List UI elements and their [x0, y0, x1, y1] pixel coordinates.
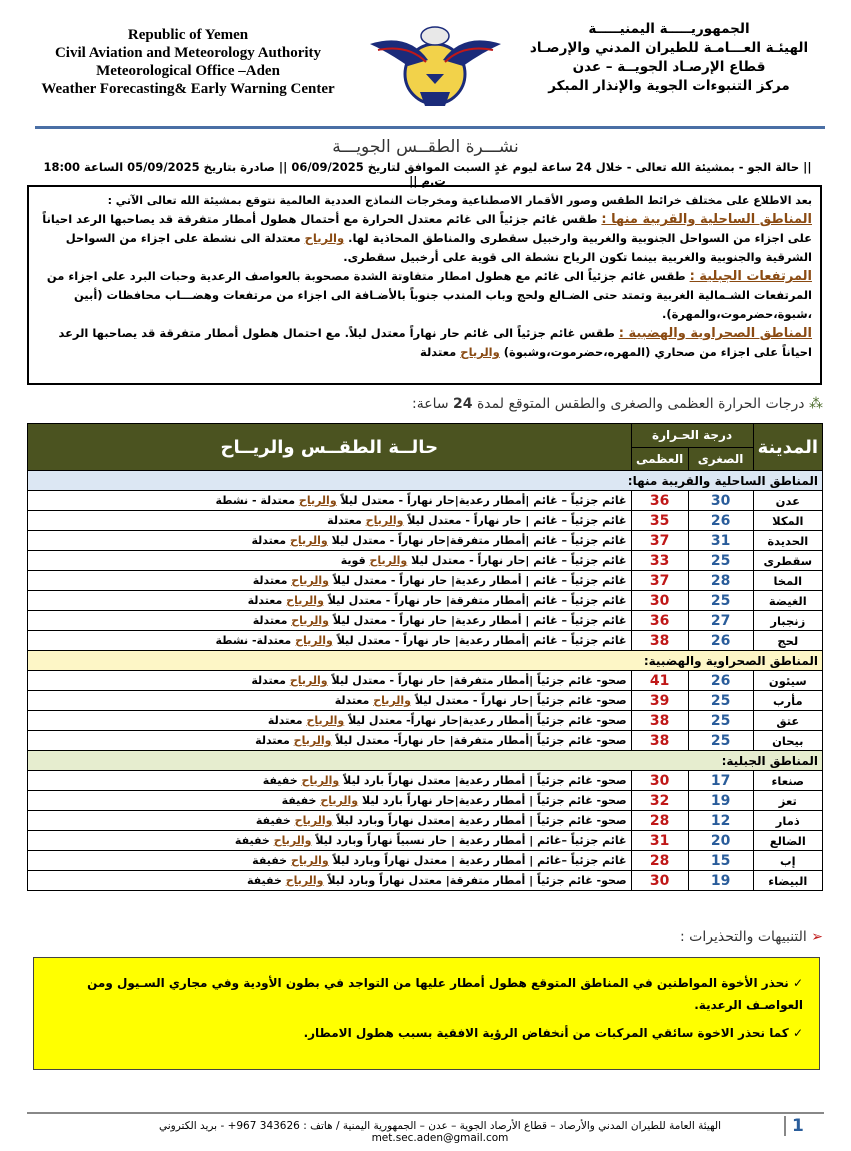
- conditions-cell: [28, 631, 632, 651]
- wind-strength: معتدلة: [267, 714, 303, 727]
- city-name: ذمار: [753, 811, 822, 831]
- wind-strength: خفيفة: [262, 774, 298, 787]
- max-temp: 36: [631, 491, 688, 511]
- wind-word: والرياح: [460, 345, 500, 359]
- conditions-cell: [28, 851, 632, 871]
- mountain-forecast: [37, 267, 812, 324]
- coastal-heading: المناطق الساحلية والقريبة منها :: [601, 212, 812, 227]
- conditions-cell: [28, 511, 632, 531]
- min-temp: 26: [688, 511, 753, 531]
- warning-text: نحذر الأخوة المواطنين في المناطق المتوقع هطول أمطار عليها من التواجد في بطون الأودية وفي مجاري السـيول ومن العواصـف الرعدية.: [87, 976, 803, 1012]
- header-en-line: Meteorological Office –Aden: [96, 63, 280, 79]
- wind-strength: معتدلة: [251, 674, 286, 687]
- warnings-box: [33, 957, 820, 1070]
- min-temp: 31: [688, 531, 753, 551]
- min-temp: 25: [688, 711, 753, 731]
- min-temp-header: الصغرى: [688, 447, 753, 471]
- conditions-cell: [28, 491, 632, 511]
- table-row: [28, 491, 823, 511]
- max-temp: 37: [631, 571, 688, 591]
- city-name: الغيضة: [753, 591, 822, 611]
- conditions-cell: [28, 671, 632, 691]
- min-temp: 25: [688, 691, 753, 711]
- min-temp: 20: [688, 831, 753, 851]
- city-header: المدينة: [753, 424, 822, 471]
- arrow-icon: ➢: [811, 929, 823, 945]
- weather-table-body: [28, 471, 823, 891]
- min-temp: 12: [688, 811, 753, 831]
- wind-word: والرياح: [301, 774, 340, 787]
- coastal-text: طقس غائم جزئياً الى غائم معتدل الحرارة مع أحتمال هطول أمطار متفرقة قد يصاحبها الرعد احياناً على اجزاء من السواحل الجنوبية والغربية وارخبيل سقطرى والمناطق المحاذية لها.: [42, 212, 812, 245]
- table-row: [28, 531, 823, 551]
- wind-strength: معتدلة: [252, 614, 288, 627]
- header-ar-line: مركز التنبوءات الجوية والإنذار المبكر: [548, 78, 790, 94]
- city-name: صنعاء: [753, 771, 822, 791]
- footer-divider: [27, 1112, 824, 1114]
- region-row: [28, 471, 823, 491]
- conditions-cell: [28, 591, 632, 611]
- wind-word: والرياح: [291, 614, 330, 627]
- wind-strength: معتدلة- نشطة: [215, 634, 292, 647]
- wind-word: والرياح: [291, 574, 330, 587]
- wind-strength: معتدلة - نشطة: [215, 494, 296, 507]
- max-temp: 37: [631, 531, 688, 551]
- min-temp: 25: [688, 591, 753, 611]
- conditions-text: غائم جزئياً – غائم |أمطار رعدية|حار نهاراً - معتدل ليلاً: [340, 494, 627, 507]
- warnings-heading-text: التنبيهات والتحذيرات :: [680, 929, 807, 945]
- max-temp: 30: [631, 771, 688, 791]
- table-row: [28, 691, 823, 711]
- header-en-line: Civil Aviation and Meteorology Authority: [54, 45, 322, 61]
- section2-unit: ساعة:: [412, 396, 449, 412]
- city-name: البيضاء: [753, 871, 822, 891]
- region-name: المناطق الساحلية والقريبة منها:: [28, 471, 823, 491]
- coastal-forecast: [37, 210, 812, 267]
- city-name: مأرب: [753, 691, 822, 711]
- table-row: [28, 571, 823, 591]
- conditions-cell: [28, 611, 632, 631]
- wind-word: والرياح: [273, 834, 312, 847]
- wind-word: والرياح: [290, 854, 329, 867]
- warning-text: كما نحذر الاخوة سائقي المركبات من أنخفاض الرؤية الافقية بسبب هطول الامطار.: [303, 1026, 789, 1040]
- temperature-header: درجة الحـرارة: [631, 424, 753, 448]
- min-temp: 26: [688, 631, 753, 651]
- max-temp: 31: [631, 831, 688, 851]
- conditions-text: صحو- غائم جزئياً | أمطار رعدية| معتدل نهاراً بارد ليلاً: [343, 774, 627, 787]
- max-temp: 39: [631, 691, 688, 711]
- city-name: سقطرى: [753, 551, 822, 571]
- bulletin-subtitle: || حالة الجو - بمشيئة الله تعالى - خلال 24 ساعة ليوم غدٍ السبت الموافق لتاريخ 06/09/2025 || صادرة بتاريخ 05/09/2025 الساعة 18:00 ت.م ||: [43, 160, 812, 188]
- wind-word: والرياح: [289, 674, 328, 687]
- table-row: [28, 671, 823, 691]
- table-row: [28, 511, 823, 531]
- conditions-cell: [28, 731, 632, 751]
- conditions-text: صحو- غائم جزئياً | أمطار متفرقة| معتدل نهاراً وبارد ليلاً: [327, 874, 627, 887]
- min-temp: 28: [688, 571, 753, 591]
- conditions-cell: [28, 771, 632, 791]
- conditions-text: صحو- غائم جزئياً |أمطار متفرقة| حار نهاراً- معتدل ليلاً: [335, 734, 627, 747]
- table-row: [28, 731, 823, 751]
- max-temp: 38: [631, 711, 688, 731]
- footer-contact: الهيئة العامة للطيران المدني والأرصاد – قطاع الأرصاد الجوية – عدن – الجمهورية اليمنية / هاتف : 343626 967+ - بريد الكتروني met.sec.aden@gmail.com: [159, 1120, 721, 1144]
- table-row: [28, 631, 823, 651]
- conditions-header: حالــة الطقــس والريــاح: [28, 424, 632, 471]
- min-temp: 26: [688, 671, 753, 691]
- min-temp: 19: [688, 871, 753, 891]
- temperature-section-heading: [412, 396, 823, 412]
- max-temp: 30: [631, 591, 688, 611]
- warnings-heading: [680, 929, 823, 945]
- max-temp: 30: [631, 871, 688, 891]
- conditions-text: غائم جزئياً – غائم | حار نهاراً - معتدل ليلاً: [407, 514, 627, 527]
- section2-hours: 24: [453, 396, 473, 412]
- max-temp: 38: [631, 631, 688, 651]
- wind-strength: قوية: [340, 554, 366, 567]
- conditions-cell: [28, 831, 632, 851]
- conditions-text: غائم جزئياً –غائم | أمطار رعدية | معتدل نهاراً وبارد ليلاً: [332, 854, 627, 867]
- table-row: [28, 591, 823, 611]
- conditions-cell: [28, 711, 632, 731]
- desert-heading: المناطق الصحراوية والهضبية :: [618, 326, 812, 341]
- wind-word: والرياح: [285, 874, 324, 887]
- city-name: إب: [753, 851, 822, 871]
- desert-forecast: [37, 324, 812, 362]
- header-ar-line: الجمهوريـــــة اليمنيـــــة: [588, 21, 750, 37]
- wind-strength: معتدلة: [252, 574, 288, 587]
- city-name: سيئون: [753, 671, 822, 691]
- conditions-text: غائم جزئياً – غائم |أمطار متفرقة| حار نهاراً - معتدل ليلاً: [327, 594, 627, 607]
- region-name: المناطق الجبلية:: [28, 751, 823, 771]
- wind-word: والرياح: [320, 794, 359, 807]
- city-name: عدن: [753, 491, 822, 511]
- table-row: [28, 551, 823, 571]
- max-temp-header: العظمى: [631, 447, 688, 471]
- max-temp: 38: [631, 731, 688, 751]
- max-temp: 33: [631, 551, 688, 571]
- header-divider: [35, 126, 825, 129]
- wind-word: والرياح: [365, 514, 404, 527]
- wind-word: والرياح: [289, 534, 328, 547]
- sparkle-icon: ⁂: [809, 396, 823, 412]
- max-temp: 32: [631, 791, 688, 811]
- min-temp: 19: [688, 791, 753, 811]
- wind-word: والرياح: [369, 554, 408, 567]
- wind-strength: معتدلة: [255, 734, 290, 747]
- conditions-cell: [28, 551, 632, 571]
- min-temp: 27: [688, 611, 753, 631]
- conditions-text: غائم جزئياً –غائم | أمطار رعدية | حار نسبياً نهاراً وبارد ليلاً: [315, 834, 627, 847]
- city-name: لحج: [753, 631, 822, 651]
- mountain-text: طقس غائم جزئياً الى غائم مع هطول امطار متفاوتة الشدة مصحوبة بالعواصف الرعدية وحبات البرد على اجزاء من المرتفعات الشـمالية الغربية وتمتد حتى الضـالع ولحج وباب المندب جنوباً بالأضـافة الى اجزاء من مرتفعات وهضـــاب محافظات (أبين ،شبوة،حضرموت،والمهرة).: [46, 269, 812, 321]
- header-ar-line: الهيئـة العـــامـة للطيران المدني والإرصـاد: [529, 40, 809, 56]
- check-icon: ✓: [792, 976, 803, 990]
- desert-text-2: معتدلة: [420, 345, 457, 359]
- conditions-cell: [28, 691, 632, 711]
- wind-word: والرياح: [304, 231, 345, 245]
- header-ar-line: قطاع الإرصـاد الجويــة – عدن: [572, 59, 766, 75]
- header-en-line: Republic of Yemen: [127, 27, 249, 43]
- city-name: المكلا: [753, 511, 822, 531]
- city-name: الضالع: [753, 831, 822, 851]
- conditions-cell: [28, 811, 632, 831]
- city-name: بيحان: [753, 731, 822, 751]
- section2-text: درجات الحرارة العظمى والصغرى والطقس المتوقع لمدة: [476, 396, 805, 412]
- conditions-text: غائم جزئياً – غائم |أمطار رعدية| حار نهاراً - معتدل ليلاً: [336, 634, 627, 647]
- table-row: [28, 831, 823, 851]
- wind-strength: معتدلة: [247, 594, 283, 607]
- conditions-text: صحو- غائم جزئياً |أمطار رعدية|حار نهاراً- معتدل ليلاً: [348, 714, 627, 727]
- region-row: [28, 651, 823, 671]
- min-temp: 15: [688, 851, 753, 871]
- conditions-text: غائم جزئياً – غائم |حار نهاراً - معتدل ليلا: [411, 554, 627, 567]
- conditions-cell: [28, 791, 632, 811]
- authority-logo: [368, 22, 503, 117]
- warning-item: [50, 1022, 803, 1044]
- min-temp: 17: [688, 771, 753, 791]
- wind-word: والرياح: [295, 634, 333, 647]
- city-name: زنجبار: [753, 611, 822, 631]
- table-row: [28, 811, 823, 831]
- city-name: المخا: [753, 571, 822, 591]
- wind-strength: معتدلة: [251, 534, 287, 547]
- wind-strength: خفيفة: [281, 794, 317, 807]
- conditions-text: غائم جزئياً – غائم | أمطار رعدية| حار نهاراً - معتدل ليلاً: [332, 574, 627, 587]
- conditions-cell: [28, 531, 632, 551]
- city-name: الحديدة: [753, 531, 822, 551]
- wind-word: والرياح: [298, 494, 337, 507]
- wind-word: والرياح: [294, 814, 333, 827]
- table-row: [28, 611, 823, 631]
- city-name: تعز: [753, 791, 822, 811]
- conditions-text: غائم جزئياً – غائم | أمطار رعدية| حار نهاراً - معتدل ليلاً: [332, 614, 627, 627]
- wind-word: والرياح: [373, 694, 411, 707]
- region-row: [28, 751, 823, 771]
- region-name: المناطق الصحراوية والهضبية:: [28, 651, 823, 671]
- max-temp: 28: [631, 851, 688, 871]
- wind-word: والرياح: [286, 594, 324, 607]
- table-row: [28, 711, 823, 731]
- desert-text: طقس غائم جزئياً الى غائم حار نهاراً معتدل ليلاً. مع احتمال هطول أمطار متفرقة قد يصاحبها الرعد احياناً على اجزاء من صحاري (المهره،حضرموت،وشبوة): [58, 326, 812, 359]
- table-row: [28, 871, 823, 891]
- conditions-text: صحو- غائم جزئياً | أمطار رعدية|حار نهاراً بارد ليلا: [361, 794, 627, 807]
- conditions-text: غائم جزئياً – غائم |أمطار متفرقة|حار نهاراً - معتدل ليلا: [331, 534, 627, 547]
- conditions-cell: [28, 571, 632, 591]
- check-icon: ✓: [792, 1026, 803, 1040]
- wind-strength: خفيفة: [255, 814, 291, 827]
- min-temp: 25: [688, 731, 753, 751]
- table-row: [28, 851, 823, 871]
- conditions-text: صحو- غائم جزئياً |أمطار متفرقة| حار نهاراً - معتدل ليلاً: [331, 674, 627, 687]
- mountain-heading: المرتفعات الجبلية :: [689, 269, 812, 284]
- page-number: 1: [784, 1116, 804, 1136]
- table-row: [28, 771, 823, 791]
- wind-strength: معتدلة: [334, 694, 370, 707]
- max-temp: 41: [631, 671, 688, 691]
- wind-strength: معتدلة: [327, 514, 362, 527]
- warning-item: [50, 972, 803, 1016]
- wind-strength: خفيفة: [234, 834, 270, 847]
- conditions-text: صحو- غائم جزئياً |حار نهاراً - معتدل ليلاً: [414, 694, 627, 707]
- max-temp: 28: [631, 811, 688, 831]
- header-en-line: Weather Forecasting& Early Warning Center: [41, 81, 335, 97]
- forecast-box: [27, 185, 822, 385]
- min-temp: 25: [688, 551, 753, 571]
- max-temp: 35: [631, 511, 688, 531]
- coastal-text-2: معتدلة الى نشطة على اجزاء من السواحل الشرقية والجنوبية والغربية بينما تكون الرياح نشطة الى قوية على أرخبيل سقطرى.: [65, 231, 812, 264]
- table-row: [28, 791, 823, 811]
- header-english: [18, 26, 358, 98]
- min-temp: 30: [688, 491, 753, 511]
- conditions-text: صحو- غائم جزئياً | أمطار رعدية |معتدل نهاراً وبارد ليلاً: [336, 814, 627, 827]
- bulletin-title: نشـــرة الطقــس الجويـــة: [332, 137, 519, 157]
- header-arabic: [509, 20, 829, 96]
- wind-word: والرياح: [306, 714, 345, 727]
- wind-strength: خفيفة: [246, 874, 282, 887]
- wind-word: والرياح: [293, 734, 332, 747]
- wind-strength: خفيفة: [252, 854, 288, 867]
- city-name: عتق: [753, 711, 822, 731]
- max-temp: 36: [631, 611, 688, 631]
- forecast-intro: بعد الاطلاع على مختلف خرائط الطقس وصور الأقمار الاصطناعية ومخرجات النماذج العددية العالمية نتوقع بمشيئة الله تعالى الآتي :: [107, 194, 812, 207]
- conditions-cell: [28, 871, 632, 891]
- weather-table: [27, 423, 823, 891]
